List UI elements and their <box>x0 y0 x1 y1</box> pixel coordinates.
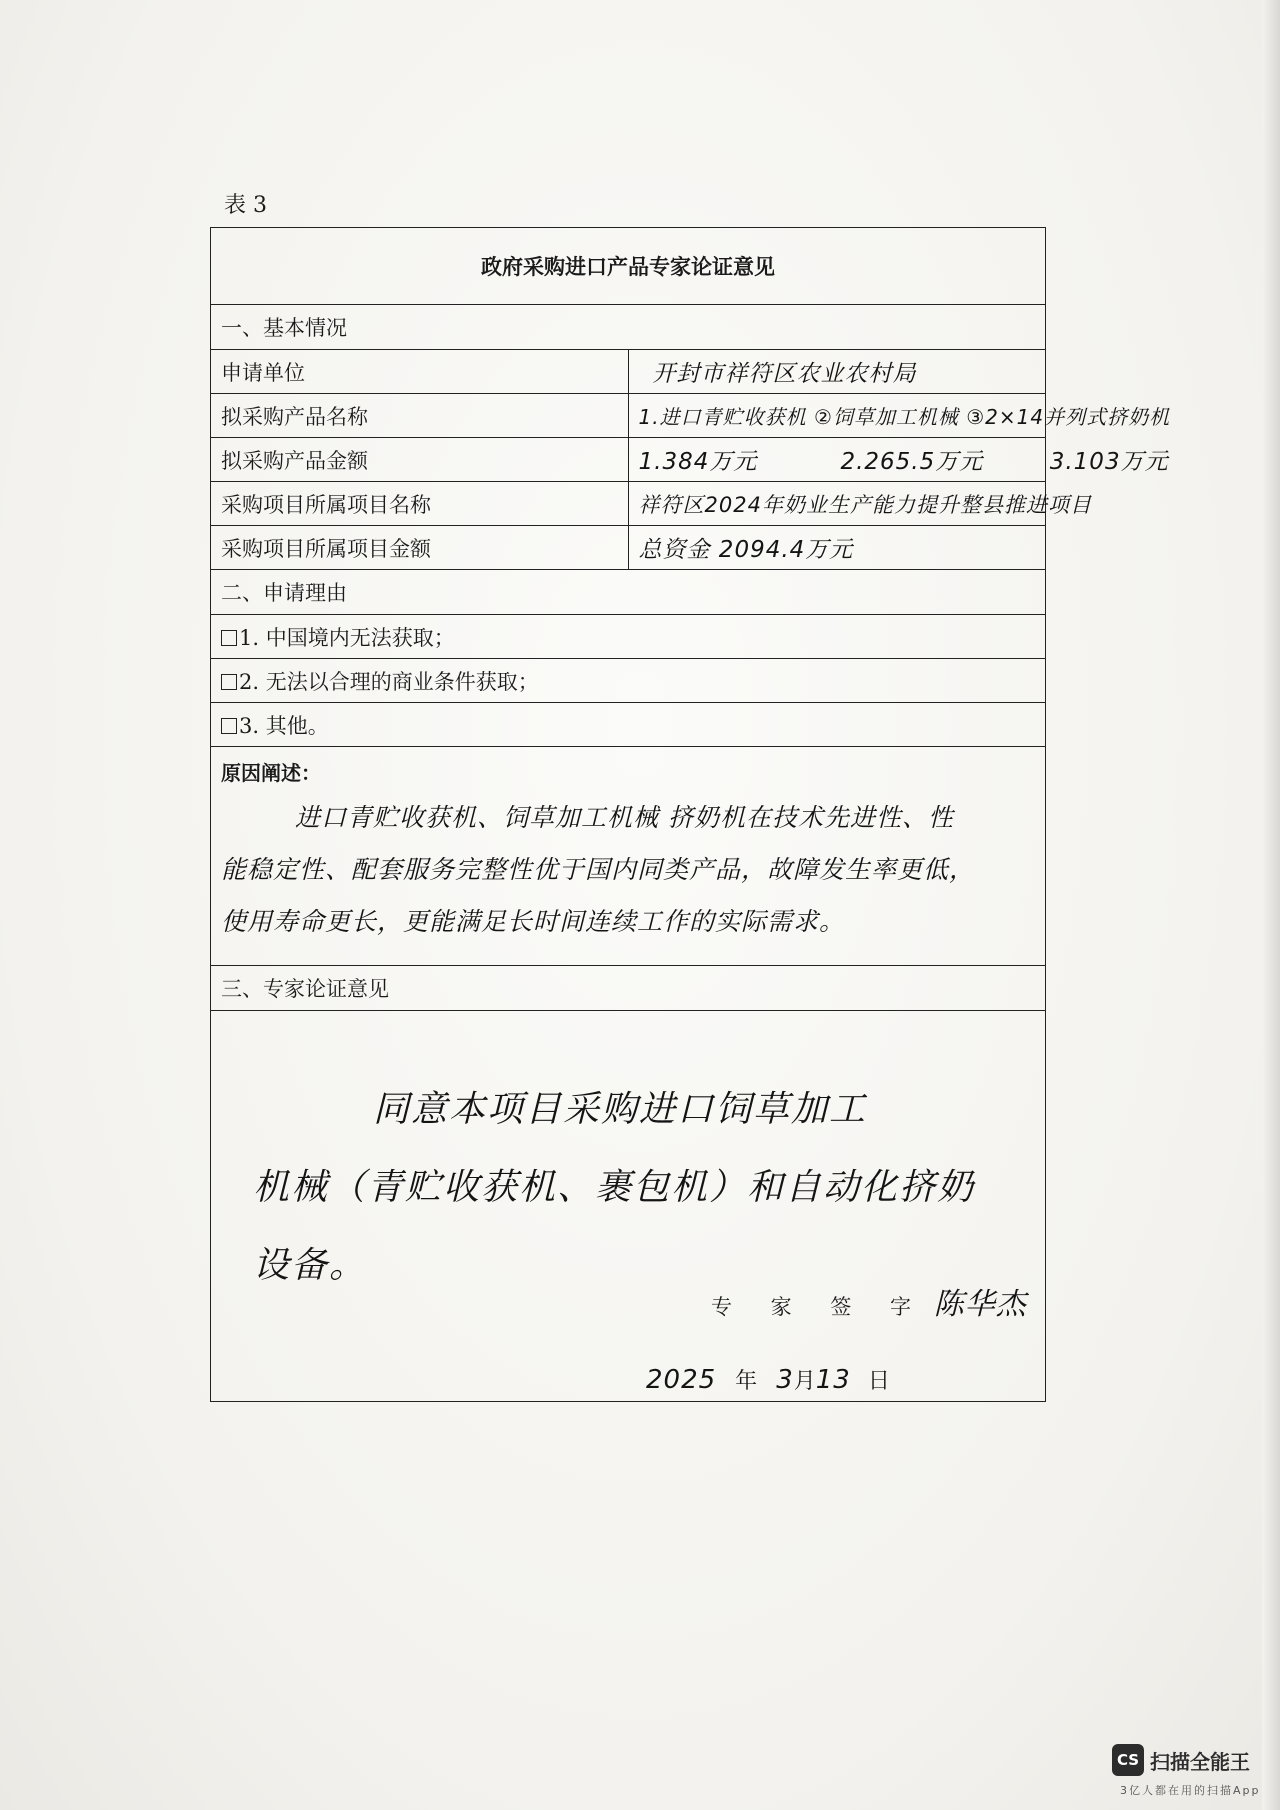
applicant-value: 开封市祥符区农业农村局 <box>652 361 917 387</box>
year-unit: 年 <box>735 1369 758 1394</box>
field-value <box>628 526 1046 570</box>
basic-info-row <box>211 526 1046 570</box>
table-number: 表 3 <box>224 193 267 218</box>
opinion-text <box>253 1071 1043 1305</box>
opinion-line: 机械（青贮收获机、裹包机）和自动化挤奶 <box>253 1167 976 1208</box>
project-amount-value: 总资金 2094.4万元 <box>638 537 854 563</box>
checkbox-icon <box>221 674 237 690</box>
field-value <box>628 350 1046 394</box>
product-amount-value: 1.384万元 2.265.5万元 3.103万元 <box>638 449 1169 475</box>
reason-option-3 <box>211 703 1046 747</box>
month-unit: 月 <box>793 1369 816 1394</box>
scanner-watermark <box>1108 1742 1268 1802</box>
date-month: 3 <box>776 1365 794 1395</box>
product-name-value: 1.进口青贮收获机 ②饲草加工机械 ③2×14并列式挤奶机 <box>638 405 1171 429</box>
field-label: 拟采购产品名称 <box>211 394 629 438</box>
expert-opinion-area <box>211 1011 1046 1402</box>
reason-option-label: 2. 无法以合理的商业条件获取； <box>239 669 539 694</box>
form-title: 政府采购进口产品专家论证意见 <box>211 228 1046 305</box>
field-value <box>628 482 1092 526</box>
field-label: 拟采购产品金额 <box>211 438 629 482</box>
date-row <box>646 1364 890 1395</box>
signature-row <box>711 1279 1027 1323</box>
expert-signature: 陈华杰 <box>933 1287 1027 1322</box>
section-reasons: 二、申请理由 <box>211 570 1046 615</box>
basic-info-row <box>211 482 1046 526</box>
section-basic-info: 一、基本情况 <box>211 305 1046 350</box>
reason-option-label: 1. 中国境内无法获取； <box>239 625 455 650</box>
reason-explanation <box>211 747 1046 966</box>
field-label: 采购项目所属项目名称 <box>211 482 629 526</box>
reason-option-label: 3. 其他。 <box>239 713 329 738</box>
basic-info-row <box>211 438 1046 482</box>
reason-explanation-label: 原因阐述： <box>221 761 321 785</box>
basic-info-row <box>211 394 1046 438</box>
expert-opinion-form <box>210 227 1171 1402</box>
date-day: 13 <box>815 1365 851 1395</box>
field-label: 采购项目所属项目金额 <box>211 526 629 570</box>
watermark-tagline: 3亿人都在用的扫描App <box>1120 1784 1261 1797</box>
date-year: 2025 <box>646 1365 717 1395</box>
reason-line: 使用寿命更长，更能满足长时间连续工作的实际需求。 <box>221 907 846 936</box>
reason-line: 进口青贮收获机、饲草加工机械 挤奶机在技术先进性、性 <box>295 803 954 832</box>
field-value <box>628 394 1171 438</box>
page-edge-shadow <box>1262 0 1280 1810</box>
reason-line: 能稳定性、配套服务完整性优于国内同类产品，故障发生率更低， <box>221 855 976 884</box>
field-label: 申请单位 <box>211 350 629 394</box>
reason-option-2 <box>211 659 1046 703</box>
reason-option-1 <box>211 615 1046 659</box>
reason-explanation-text <box>221 792 1035 948</box>
checkbox-icon <box>221 630 237 646</box>
section-expert-opinion: 三、专家论证意见 <box>211 966 1046 1011</box>
signature-label: 专 家 签 字 <box>711 1295 928 1319</box>
opinion-line: 同意本项目采购进口饲草加工 <box>373 1089 868 1130</box>
opinion-line: 设备。 <box>253 1245 368 1286</box>
camscanner-logo-icon: CS <box>1112 1744 1144 1776</box>
field-value <box>628 438 1169 482</box>
checkbox-icon <box>221 718 237 734</box>
day-unit: 日 <box>867 1369 890 1394</box>
watermark-app-name: 扫描全能王 <box>1150 1750 1250 1774</box>
basic-info-row <box>211 350 1046 394</box>
project-name-value: 祥符区2024年奶业生产能力提升整县推进项目 <box>638 492 1092 517</box>
